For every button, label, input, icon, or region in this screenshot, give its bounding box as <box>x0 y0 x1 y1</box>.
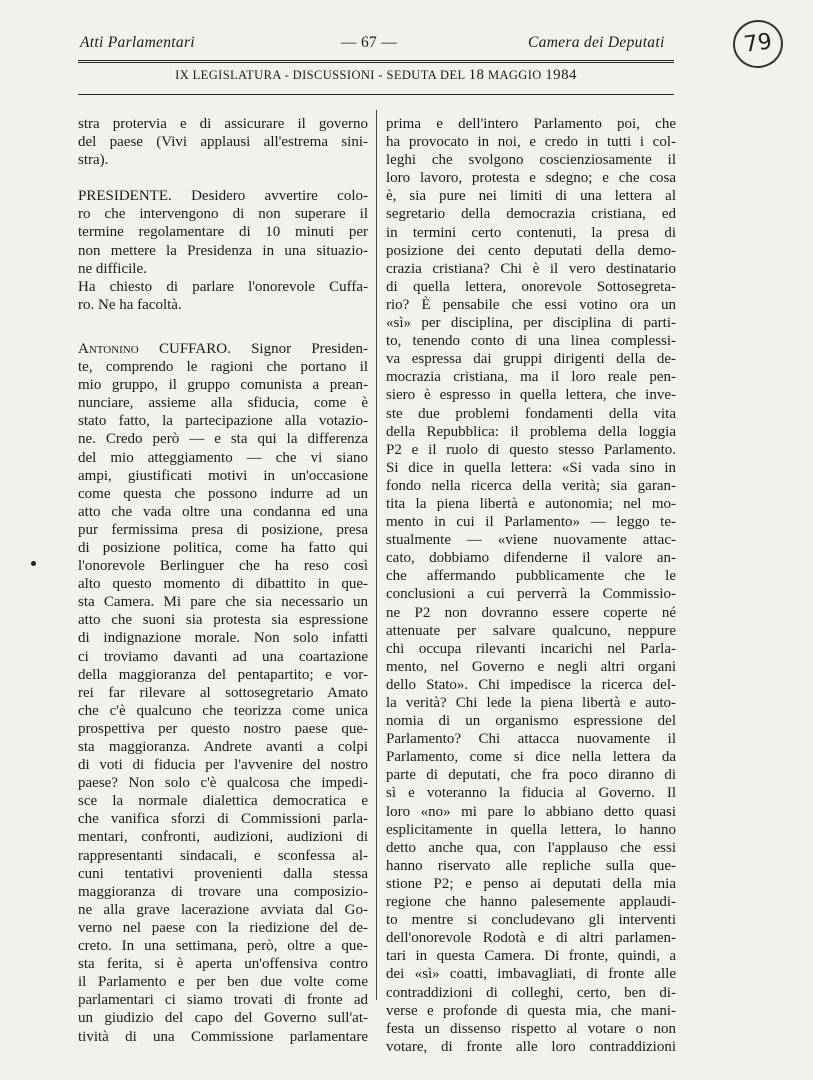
session-month: MAGGIO <box>487 68 542 82</box>
text-line: creto. In una settimana, però, oltre a que- <box>78 938 368 955</box>
text-line: non mettere la Presidenza in una situazio- <box>78 242 368 259</box>
text-line: siero è espresso in quella lettera, che inve- <box>386 387 676 404</box>
session-line <box>78 67 674 84</box>
text-line: parte di deputati, che fra poco diranno di <box>386 767 676 784</box>
text-line: in termini certo contenuti, la presa di <box>386 224 676 241</box>
text-line: dello Stato». Chi impedisce la ricerca del- <box>386 676 676 693</box>
text-line: crazia cristiana? Chi è il vero destinatario <box>386 260 676 277</box>
text-line: Ha chiesto di parlare l'onorevole Cuffa- <box>78 278 368 295</box>
handwritten-page-stamp: 79 <box>730 17 786 71</box>
text-line: verno nel paese con la riedizione del de- <box>78 919 368 936</box>
text-line: cato, dobbiamo difenderne il valore an- <box>386 550 676 567</box>
text-line: votare, di fronte alle loro contraddizioni <box>386 1038 676 1055</box>
text-line: ampi, giustificati motivi in un'occasione <box>78 467 368 484</box>
text-line: nomia di un organismo espressione del <box>386 713 676 730</box>
text-line: maggioranza di trovare una composizio- <box>78 883 368 900</box>
text-line: te, comprendo le ragioni che portano il <box>78 359 368 376</box>
text-line: che c'è qualcuno che teorizza come unica <box>78 702 368 719</box>
right-column <box>386 115 676 1056</box>
text-line: posizione dei cento deputati della demo- <box>386 242 676 259</box>
text-line: alto questo momento di dibattito in que- <box>78 576 368 593</box>
text-line: stione P2; e penso ai deputati della mia <box>386 875 676 892</box>
session-year: 1984 <box>545 67 577 83</box>
header-rule-top-2 <box>78 62 674 63</box>
text-line: P2 e il ruolo di questo stesso Parlamento. <box>386 441 676 458</box>
text-line: dell'onorevole Rodotà e di altri parlamen- <box>386 930 676 947</box>
text-line: chi occupa rilevanti incarichi nel Parla- <box>386 640 676 657</box>
text-line: conclusioni a cui perverrà la Commissio- <box>386 586 676 603</box>
text-line: stualmente — «viene nuovamente attac- <box>386 532 676 549</box>
text-line: di posizione politica, come ha fatto qui <box>78 539 368 556</box>
text-line: ha provocato in noi, e credo in tutti i col- <box>386 134 676 151</box>
text-line: ne P2 non dovranno essere coperte né <box>386 604 676 621</box>
text-line: «sì» per disciplina, per disciplina di parti- <box>386 315 676 332</box>
text-line: termine regolamentare di 10 minuti per <box>78 224 368 241</box>
text-line: della maggioranza del pentapartito; e vor- <box>78 666 368 683</box>
text-line: rei far rilevare al sottosegretario Amato <box>78 684 368 701</box>
text-line: rio? È pensabile che essi votino ora un <box>386 296 676 313</box>
spacer <box>78 169 368 187</box>
text-line: ro che intervengono di non superare il <box>78 206 368 223</box>
session-day: 18 <box>468 67 485 83</box>
text-line: sì e voteranno la fiducia al Governo. Il <box>386 785 676 802</box>
text-line: leghi che svolgono coscienziosamente il <box>386 152 676 169</box>
text-line: PRESIDENTE. Desidero avvertire colo- <box>78 188 368 205</box>
text-line: ne alla grave lacerazione avviata dal Go- <box>78 901 368 918</box>
text-line: va espressa dai gruppi dirigenti della de- <box>386 351 676 368</box>
text-line: di indignazione morale. Non solo infatti <box>78 630 368 647</box>
text-line: Parlamento? Chi attacca nuovamente il <box>386 731 676 748</box>
text-line: attenuate per salvare qualcuno, neppure <box>386 622 676 639</box>
text-line: atto che suoni sia protesta sia espressione <box>78 612 368 629</box>
text-line: hanno riservato alle repliche sulla que- <box>386 857 676 874</box>
text-line: to, tenendo conto di una linea complessi- <box>386 333 676 350</box>
text-line: Parlamento, come si dice nella lettera da <box>386 749 676 766</box>
text-line: detto anche qua, con l'applauso che essi <box>386 839 676 856</box>
left-column <box>78 115 368 1046</box>
spacer <box>78 314 368 340</box>
text-line: ro. Ne ha facoltà. <box>78 296 182 313</box>
text-line: ne. Credo però — e sta qui la differenza <box>78 431 368 448</box>
text-line: prospettiva per questo nostro paese que- <box>78 720 368 737</box>
text-line: di voti di fiducia per l'avvenire del nostro <box>78 757 368 774</box>
speaker-surname: CUFFARO. <box>159 340 231 357</box>
text-line: mento in cui il Parlamento» — leggo te- <box>386 514 676 531</box>
text-line: esplicitamente in quella lettera, lo hanno <box>386 821 676 838</box>
paragraph-closing <box>78 115 368 169</box>
text-line: paese? Non solo c'è qualcosa che impedi- <box>78 775 368 792</box>
text-line: loro «no» mi pare lo abbiano detto quasi <box>386 803 676 820</box>
text-line: sta maggioranza. Andrete avanti a colpi <box>78 739 368 755</box>
paragraph-president <box>78 187 368 314</box>
text-line: del paese (Vivi applausi all'estrema sini- <box>78 134 368 151</box>
text-line: tività di una Commissione parlamentare <box>78 1028 368 1045</box>
text-line: ne difficile. <box>78 260 147 277</box>
text-line: fondo nella ricerca della verità; sia garan- <box>386 477 676 494</box>
text-line: sta ferita, si è aperta un'offensiva contro <box>78 956 368 973</box>
text-line: mentari, confronti, audizioni, audizioni di <box>78 829 368 846</box>
text-line: che affermando pubblicamente che le <box>386 568 676 585</box>
text-line: tari in questa Camera. Di fronte, quindi, a <box>386 948 676 965</box>
text-line: stato fatto, la partecipazione alla votazio- <box>78 413 368 430</box>
header-chamber: Camera dei Deputati <box>528 34 665 51</box>
text-line: del mio atteggiamento — che vi siano <box>78 449 368 466</box>
header-rule-bottom <box>78 94 674 95</box>
text-line: contraddizioni di colleghi, certo, ben di- <box>386 984 676 1001</box>
text-line: che vanifica sforzi di Commissioni parla- <box>78 811 368 828</box>
text-line: cuni tentativi provenienti dalla stessa <box>78 865 368 882</box>
text-line: stra). <box>78 152 109 169</box>
text-line: il Parlamento e per ben due volte come <box>78 974 368 991</box>
text-line: regione che hanno palesemente applaudi- <box>386 894 676 911</box>
text-line: sta Camera. Mi pare che sia necessario un <box>78 594 368 611</box>
text-line: sce la normale dialettica democratica e <box>78 793 368 810</box>
margin-mark <box>31 561 36 566</box>
text-line: ci troviamo davanti ad una coartazione <box>78 648 368 665</box>
speaker-first-name: Antonino <box>78 340 139 357</box>
page-number: — 67 — <box>341 34 398 51</box>
speaker-line <box>78 340 368 358</box>
text-line: verse e profonde di questa mia, che mani- <box>386 1002 676 1019</box>
text-line: è, sia pure nei limiti di una lettera al <box>386 188 676 205</box>
text-line: mocrazia cristiana, ma il loro reale pen- <box>386 369 676 386</box>
text-line: atto che vada oltre una condanna ed una <box>78 503 368 520</box>
text-line: rappresentanti sindacali, e sconfessa al- <box>78 847 368 864</box>
column-divider <box>376 110 377 1000</box>
session-prefix: IX LEGISLATURA - DISCUSSIONI - SEDUTA DEL <box>175 68 466 82</box>
text-line: pur fermissima presa di posizione, presa <box>78 521 368 538</box>
text-line: mio gruppo, il gruppo comunista a prean- <box>78 377 368 394</box>
text-line: un giudizio del capo del Governo sull'at- <box>78 1010 368 1027</box>
text-line: dei «sì» coatti, imbavagliati, di fronte alle <box>386 966 676 983</box>
text-line: parlamentari ci siamo trovati di fronte ad <box>78 992 368 1009</box>
header-rule-top <box>78 60 674 61</box>
speech-start: Signor Presiden- <box>251 340 368 357</box>
text-line: festa un dissenso rispetto al votare o non <box>386 1020 676 1037</box>
text-line: stra protervia e di assicurare il governo <box>78 116 368 132</box>
text-line: la verità? Chi lede la piena libertà e auto- <box>386 695 676 711</box>
text-line: della Repubblica: il problema della loggia <box>386 423 676 440</box>
text-line: segretario della democrazia cristiana, ed <box>386 206 676 223</box>
text-line: nunciare, assieme alla sfiducia, come è <box>78 395 368 412</box>
text-line: tita la piena libertà e autonomia; nel mo- <box>386 495 676 512</box>
text-line: mento, nel Governo e negli altri organi <box>386 658 676 675</box>
text-line: Si dice in quella lettera: «Si vada sino in <box>386 459 676 476</box>
text-line: to mentre si concludevano gli interventi <box>386 912 676 929</box>
text-line: ste due problemi fondamenti della vita <box>386 405 676 422</box>
text-line: l'onorevole Berlinguer che ha reso così <box>78 558 368 575</box>
paragraph-cuffaro <box>78 340 368 1046</box>
text-line: di quella lettera, onorevole Sottosegreta- <box>386 278 676 295</box>
text-line: prima e dell'intero Parlamento poi, che <box>386 116 676 132</box>
text-line: loro lavoro, protesta e sdegno; e che cosa <box>386 170 676 187</box>
text-line: come questa che possono indurre ad un <box>78 485 368 502</box>
header-title: Atti Parlamentari <box>80 34 195 51</box>
